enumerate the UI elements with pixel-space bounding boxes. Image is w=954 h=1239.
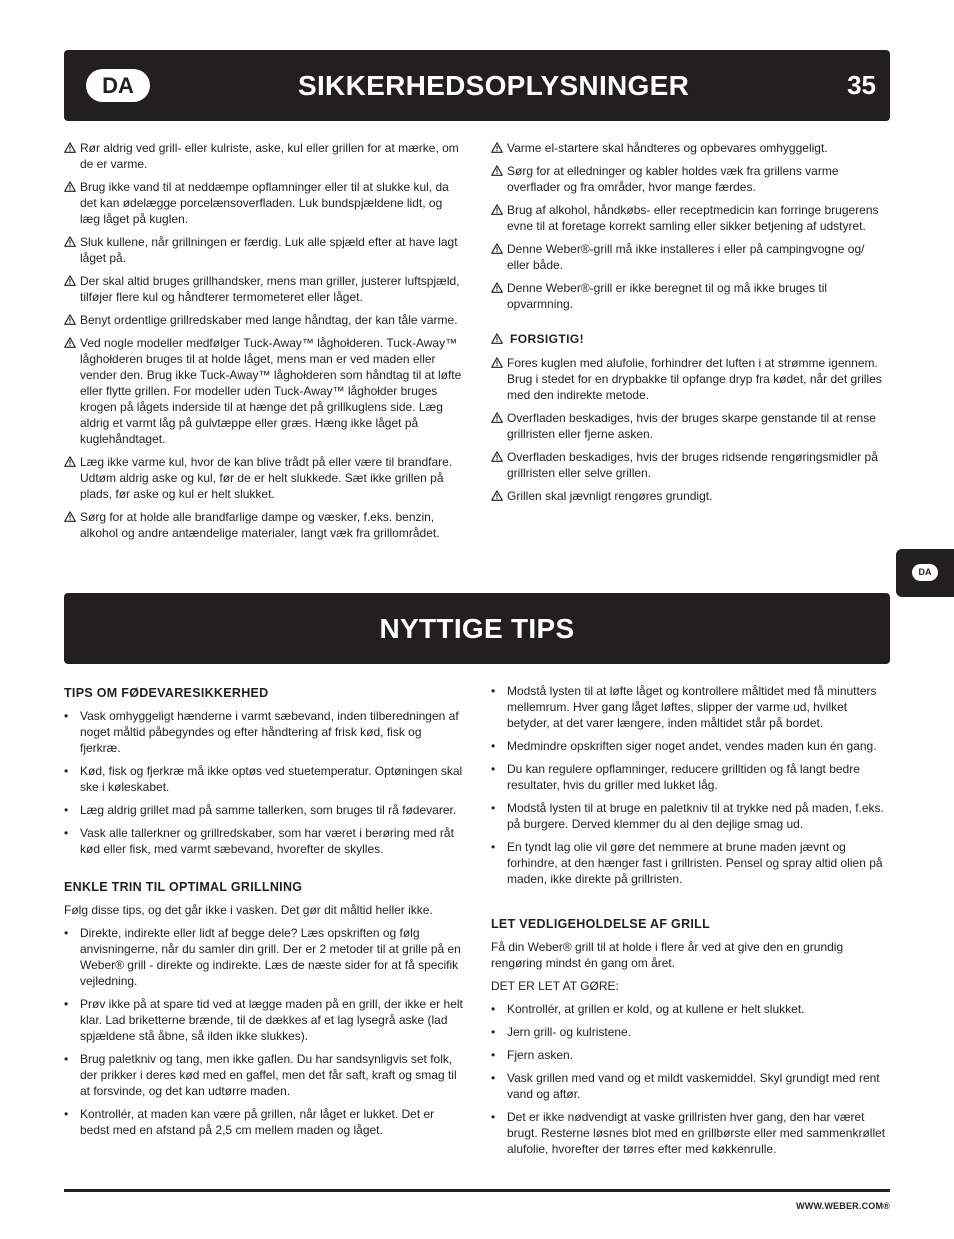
warning-item: Ved nogle modeller medfølger Tuck-Away™ låghołderen. Tuck-Away™ låghołderen bruges til at holde låget, mens man er ved maden eller vender den. Brug ikke Tuck-Away™ låghołderen som håndtag til at løfte eller flytte grillen. For modeller uden Tuck-Away™ låghołder bruges krogen på lågets inderside til at hænge det på grillkuglens side. Læg aldrig et varmt låg på gulvtæppe eller græs. Hæng ikke låget på kuglehåndtaget. [64,335,464,447]
footer-rule [64,1189,890,1192]
warning-item: Denne Weber®-grill må ikke installeres i eller på campingvogne og/ eller både. [491,241,890,273]
warning-icon [491,333,503,344]
list-item: • Modstå lysten til at bruge en paletkniv til at trykke ned på maden, f.eks. på burgere. Derved klemmer du al den dejlige smag ud. [491,800,890,832]
caution-heading: FORSIGTIG! [491,331,890,347]
warning-icon [491,142,503,153]
list-item: • Vask grillen med vand og et mildt vaskemiddel. Skyl grundigt med rent vand og aftør. [491,1070,890,1102]
tips-left-column [64,685,464,1145]
warning-item: Brug af alkohol, håndkøbs- eller receptmedicin kan forringe brugerens evne til at foretage korrekt samling eller sikker betjening af udstyret. [491,202,890,234]
caution-item: Overfladen beskadiges, hvis der bruges skarpe genstande til at rense grillristen eller fjerne asken. [491,410,890,442]
warning-icon [64,337,76,348]
optimal-list [64,925,464,1138]
warning-item: Varme el-startere skal håndteres og opbevares omhyggeligt. [491,140,890,156]
list-item: • Vask omhyggeligt hænderne i varmt sæbevand, inden tilberedningen af noget måltid påbegyndes og efter håndtering af frisk kød, fisk og fjerkræ. [64,708,464,756]
warning-icon [491,282,503,293]
language-side-tab [896,549,954,597]
list-item: • Brug paletkniv og tang, men ikke gaflen. Du har sandsynligvis set folk, der prikker i deres kød med en gaffel, men det får saft, kraft og smag til at forsvinde, og det kan udtørre maden. [64,1051,464,1099]
warning-icon [64,142,76,153]
section-header-tips [64,593,890,664]
caution-item: Fores kuglen med alufolie, forhindrer det luften i at strømme igennem. Brug i stedet for en drypbakke til opfange dryp fra kødet, når det grilles med den indirekte metode. [491,355,890,403]
safety-list-right [491,140,890,511]
caution-item: Overfladen beskadiges, hvis der bruges ridsende rengøringsmidler på grillristen eller selve grillen. [491,449,890,481]
warning-icon [491,412,503,423]
list-item: • Medmindre opskriften siger noget andet, vendes maden kun én gang. [491,738,890,754]
warning-icon [64,236,76,247]
warning-item: Benyt ordentlige grillredskaber med lange håndtag, der kan tåle varme. [64,312,464,328]
warning-item: Der skal altid bruges grillhandsker, mens man griller, justerer luftspjæld, tilføjer flere kul og håndterer termometeret eller låget. [64,273,464,305]
list-item: • Direkte, indirekte eller lidt af begge dele? Læs opskriften og følg anvisningerne, når du samler din grill. Der er 2 metoder til at grille på en Weber® grill - direkte og indirekte. Læs de næste sider for at få specifik vejledning. [64,925,464,989]
warning-item: Rør aldrig ved grill- eller kulriste, aske, kul eller grillen for at mærke, om de er varme. [64,140,464,172]
safety-list-left [64,140,464,548]
food-safety-heading: TIPS OM FØDEVARESIKKERHED [64,686,269,700]
list-item: • Vask alle tallerkner og grillredskaber, som har været i berøring med råt kød eller fisk, med varmt sæbevand, hvorefter de skylles. [64,825,464,857]
warning-icon [491,165,503,176]
list-item: • Det er ikke nødvendigt at vaske grillristen hver gang, den har været brugt. Resterne løsnes blot med en grillbørste eller med sammenkrøllet alufolie, hvorefter der tørres efter med køkkenrulle. [491,1109,890,1157]
warning-icon [491,357,503,368]
warning-item: Sørg for at elledninger og kabler holdes væk fra grillens varme overflader og fra områder, hvor mange færdes. [491,163,890,195]
warning-icon [491,243,503,254]
list-item: • Du kan regulere opflamninger, reducere grilltiden og få langt bedre resultater, hvis du griller med lukket låg. [491,761,890,793]
list-item: • Fjern asken. [491,1047,890,1063]
warning-icon [491,204,503,215]
list-item: • Læg aldrig grillet mad på samme tallerken, som bruges til rå fødevarer. [64,802,464,818]
list-item: • En tyndt lag olie vil gøre det nemmere at brune maden jævnt og forhindre, at den hænger fast i grillristen. Pensel og spray altid olien på maden, ikke direkte på grillristen. [491,839,890,887]
side-tab-label: DA [912,564,938,581]
warning-item: Brug ikke vand til at neddæmpe opflamninger eller til at slukke kul, da det kan ødelægge porcelænsoverfladen. Luk bundspjældene lidt, og læg låget på kuglen. [64,179,464,227]
section-header-safety [64,50,890,121]
optimal-intro: Følg disse tips, og det går ikke i vasken. Det gør dit måltid heller ikke. [64,903,433,917]
grilling-tips-list [491,683,890,887]
warning-icon [64,314,76,325]
caution-item: Grillen skal jævnligt rengøres grundigt. [491,488,890,504]
warning-icon [64,275,76,286]
list-item: • Prøv ikke på at spare tid ved at lægge maden på en grill, der ikke er helt klar. Lad briketterne brænde, til de dækkes af et lag lysegrå aske (lad spjældene stå åbne, så ilden ikke slukkes). [64,996,464,1044]
footer-url[interactable]: WWW.WEBER.COM® [796,1201,890,1211]
food-safety-list [64,708,464,857]
warning-item: Læg ikke varme kul, hvor de kan blive trådt på eller være til brandfare. Udtøm aldrig aske og kul, før de er helt slukkede. Sæt ikke grillen på plads, før aske og kul er helt slukket. [64,454,464,502]
warning-item: Sluk kullene, når grillningen er færdig. Luk alle spjæld efter at have lagt låget på. [64,234,464,266]
list-item: • Jern grill- og kulristene. [491,1024,890,1040]
warning-icon [491,490,503,501]
list-item: • Kontrollér, at grillen er kold, og at kullene er helt slukket. [491,1001,890,1017]
maintenance-list [491,1001,890,1157]
warning-icon [64,511,76,522]
tips-right-column [491,683,890,1164]
warning-item: Sørg for at holde alle brandfarlige dampe og væsker, f.eks. benzin, alkohol og andre antændelige materialer, langt væk fra grillområdet. [64,509,464,541]
list-item: • Modstå lysten til at løfte låget og kontrollere måltidet med få minutters mellemrum. Hver gang låget løftes, slipper der varme ud, hvilket betyder, at det varer længere, inden måltidet står på bordet. [491,683,890,731]
optimal-grilling-heading: ENKLE TRIN TIL OPTIMAL GRILLNING [64,880,303,894]
warning-icon [491,451,503,462]
page-title: SIKKERHEDSOPLYSNINGER [298,70,690,101]
warning-icon [64,181,76,192]
warning-item: Denne Weber®-grill er ikke beregnet til og må ikke bruges til opvarmning. [491,280,890,312]
list-item: • Kød, fisk og fjerkræ må ikke optøs ved stuetemperatur. Optøningen skal ske i køleskabet. [64,763,464,795]
maintenance-heading: LET VEDLIGEHOLDELSE AF GRILL [491,917,711,931]
page-number: 35 [847,70,876,100]
language-badge: DA [86,69,150,102]
maintenance-intro: Få din Weber® grill til at holde i flere år ved at give den en grundig rengøring mindst én gang om året. [491,940,844,970]
maintenance-subhead: DET ER LET AT GØRE: [491,979,619,993]
warning-icon [64,456,76,467]
tips-title: NYTTIGE TIPS [379,613,575,644]
list-item: • Kontrollér, at maden kan være på grillen, når låget er lukket. Det er bedst med en afstand på 2,5 cm mellem maden og låget. [64,1106,464,1138]
